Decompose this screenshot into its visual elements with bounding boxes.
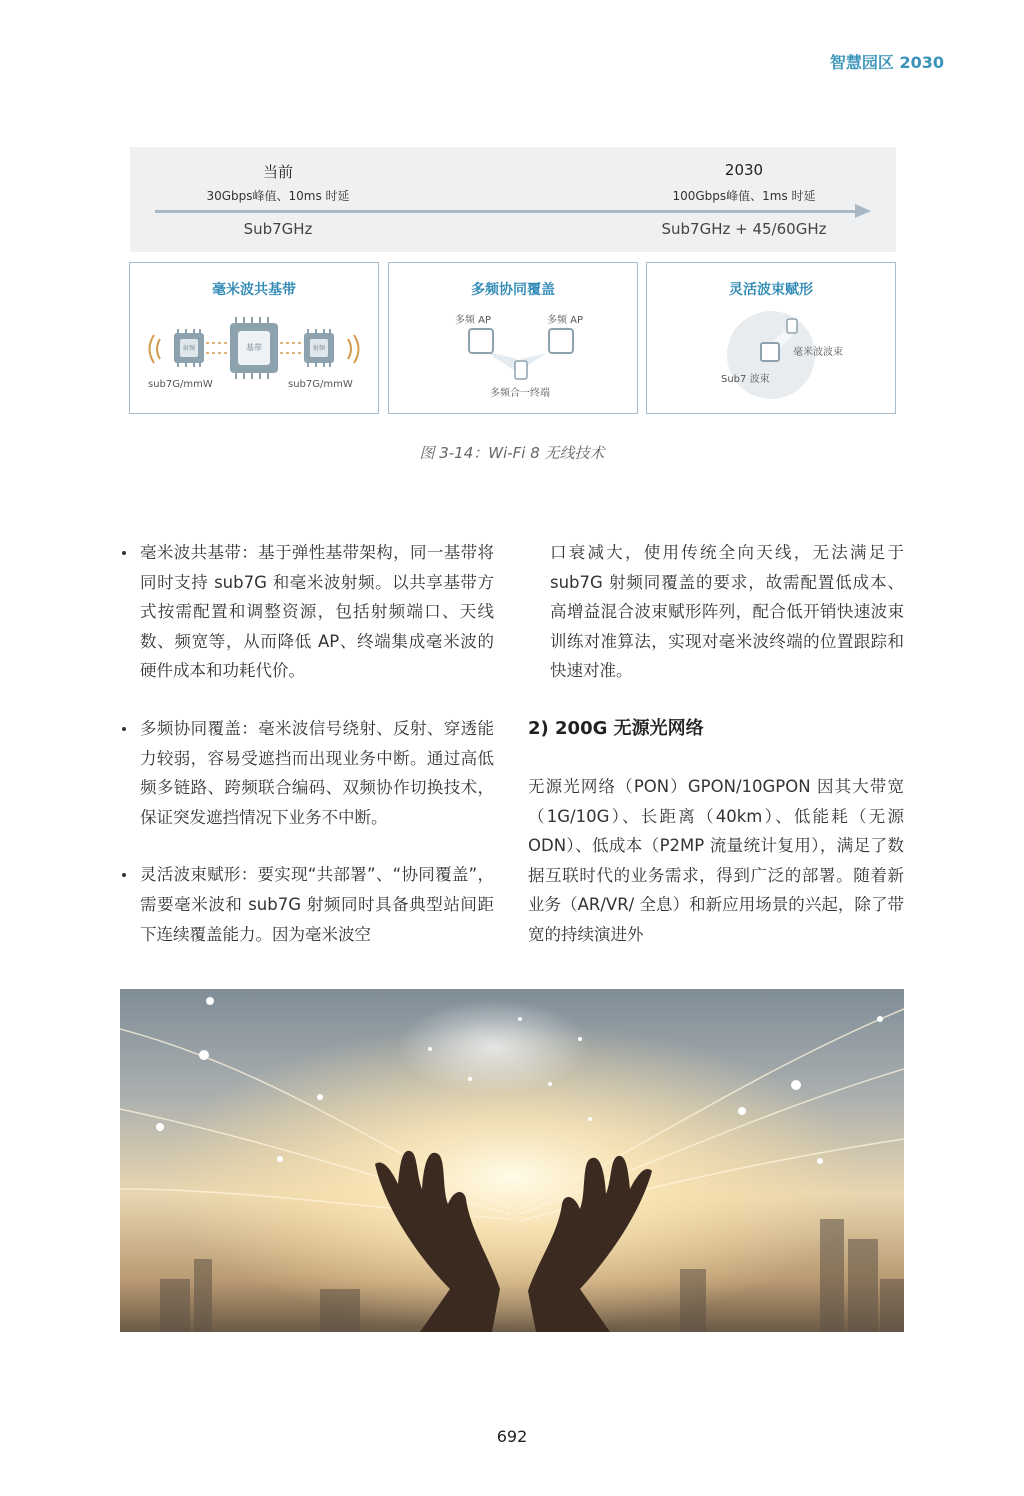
ap-right-icon <box>549 329 573 353</box>
figure-caption: 图 3-14：Wi-Fi 8 无线技术 <box>419 444 605 462</box>
timeline-arrow-head <box>855 204 871 218</box>
right-chip-caption: sub7G/mmW <box>288 379 353 390</box>
timeline-2030-label: 2030 <box>724 161 764 179</box>
left-column <box>118 538 494 949</box>
pon-paragraph: 无源光网络（PON）GPON/10GPON 因其大带宽（1G/10G）、长距离（40km）、低能耗（无源 ODN）、低成本（P2MP 流量统计复用），满足了数据互联时代的业务需求，得到广泛的部署。随着新业务（AR/VR/ 全息）和新应用场景的兴起，除了带宽的持续演进外 <box>528 776 904 944</box>
panel-title: 多频协同覆盖 <box>471 282 555 298</box>
page-number: 692 <box>496 1427 528 1446</box>
panel-multiband-coverage <box>388 262 638 414</box>
timeline-current-band: Sub7GHz <box>243 220 313 238</box>
ap-left-icon <box>469 329 493 353</box>
bullet-shared-baseband: 毫米波共基带：基于弹性基带架构，同一基带将同时支持 sub7G 和毫米波射频。以共享基带方式按需配置和调整资源，包括射频端口、天线数、频宽等，从而降低 AP、终端集成毫米波的硬件成本和功耗代价。 <box>118 538 494 686</box>
ap-right-label: 多频 AP <box>547 315 584 326</box>
mmwave-terminal-icon <box>787 319 797 333</box>
ap-left-label: 多频 AP <box>455 315 492 326</box>
beamforming-diagram <box>647 263 895 413</box>
terminal-label: 多频合一终端 <box>490 388 550 399</box>
timeline-current-label: 当前 <box>262 163 293 181</box>
panel-title: 灵活波束赋形 <box>729 282 813 298</box>
terminal-icon <box>515 361 527 379</box>
figure-timeline <box>130 147 896 252</box>
timeline-2030-spec: 100Gbps峰值、1ms 时延 <box>672 189 816 203</box>
bullet-continuation: 口衰减大，使用传统全向天线，无法满足于 sub7G 射频同覆盖的要求，故需配置低成本、高增益混合波束赋形阵列，配合低开销快速波束训练对准算法，实现对毫米波终端的位置跟踪和快速对准。 <box>550 543 904 681</box>
rf-chip-left-label: 射频 <box>182 345 195 352</box>
mmwave-beam-label: 毫米波波束 <box>793 347 843 358</box>
rf-chip-right-label: 射频 <box>312 345 325 352</box>
panel-title: 毫米波共基带 <box>212 282 296 298</box>
bullet-multiband-coverage: 多频协同覆盖：毫米波信号绕射、反射、穿透能力较弱，容易受遮挡而出现业务中断。通过高低频多链路、跨频联合编码、双频协作切换技术，保证突发遮挡情况下业务不中断。 <box>118 714 494 832</box>
section-heading: 2) 200G 无源光网络 <box>528 717 704 739</box>
bullet-beamforming: 灵活波束赋形：要实现“共部署”、“协同覆盖”，需要毫米波和 sub7G 射频同时具备典型站间距下连续覆盖能力。因为毫米波空 <box>118 860 494 949</box>
timeline-2030-band: Sub7GHz + 45/60GHz <box>661 220 827 238</box>
baseband-chip-label: 基带 <box>246 343 262 352</box>
running-header: 智慧园区 2030 <box>829 53 944 72</box>
sub7-beam-label: Sub7 波束 <box>721 374 770 385</box>
left-chip-caption: sub7G/mmW <box>148 379 213 390</box>
timeline-current-spec: 30Gbps峰值、10ms 时延 <box>206 189 350 203</box>
timeline-arrow <box>155 210 855 213</box>
panel-shared-baseband <box>129 262 379 414</box>
shared-baseband-diagram <box>130 263 378 413</box>
hands-light-photo <box>120 989 904 1332</box>
panel-beamforming <box>646 262 896 414</box>
ap-icon <box>761 343 779 361</box>
right-column <box>528 538 904 950</box>
hands-light-illustration <box>120 989 904 1332</box>
